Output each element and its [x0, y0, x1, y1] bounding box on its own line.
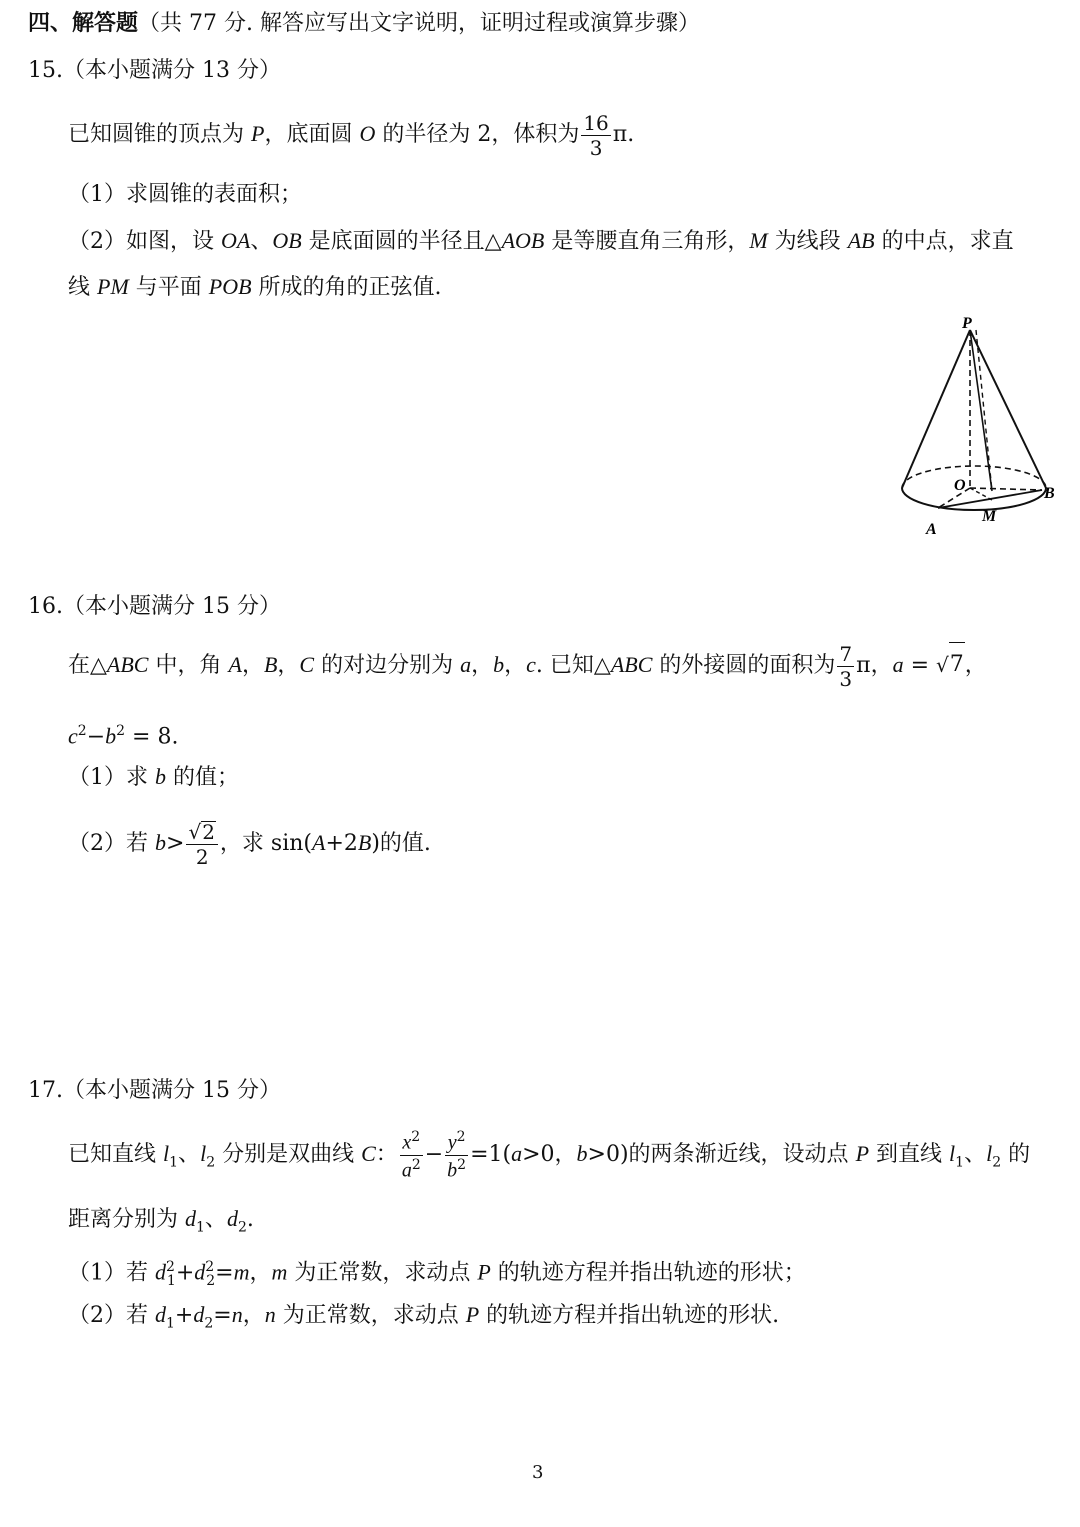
- q16-stem-text: = 8.: [125, 724, 179, 750]
- q16-part2-text: +2: [325, 831, 358, 856]
- q15-stem-text: 的半径为 2，体积为: [375, 122, 580, 147]
- label-P: P: [962, 315, 972, 332]
- fraction-denominator: 3: [589, 135, 603, 160]
- q16-sqrt-7: [936, 642, 965, 687]
- q16-part2: [68, 818, 431, 869]
- q16-var-A: A: [228, 652, 242, 677]
- q15-stem: [68, 112, 634, 158]
- cone-base-back: [902, 466, 1046, 488]
- q17-var-x: x: [402, 1131, 412, 1154]
- label-M: M: [982, 508, 997, 525]
- q17-var-l: l: [986, 1141, 993, 1166]
- segment-PM-dashed: [976, 330, 992, 491]
- q17-part1-text: 为正常数，求动点: [287, 1260, 478, 1286]
- q17-header: 17.（本小题满分 15 分）: [28, 1078, 281, 1103]
- q16-stem-text: =: [903, 653, 936, 678]
- q16-var-c: c: [68, 723, 78, 749]
- fraction-numerator: [186, 821, 217, 842]
- q15-part2-text: （2）如图，设: [68, 229, 221, 254]
- q16-stem-text: . 已知△: [535, 653, 611, 678]
- q17-part2: （2）若 $d_1+d_2=n$，n 为正常数，求动点 P 的轨迹方程并指出轨迹的形状.: [68, 1302, 780, 1332]
- q15-var-OA: OA: [221, 228, 251, 253]
- q15-var-AB: AB: [847, 228, 875, 253]
- q16-stem-text: ，: [471, 653, 494, 678]
- q16-stem-text: π，: [856, 653, 893, 678]
- q17-var-d: d: [193, 1302, 205, 1327]
- segment-OB: [970, 488, 1042, 490]
- q15-volume-fraction: [581, 110, 610, 160]
- q15-part2-text: 、: [250, 229, 273, 254]
- q16-header: 16.（本小题满分 15 分）: [28, 594, 281, 619]
- q15-stem-text: 已知圆锥的顶点为: [68, 122, 251, 147]
- fraction-denominator: $b^2$: [447, 1156, 467, 1182]
- q15-var-AOB: AOB: [501, 228, 545, 253]
- q16-part2-text: )的值.: [371, 831, 431, 856]
- sqrt-2: [188, 821, 215, 842]
- fraction-denominator: 2: [195, 845, 209, 869]
- q16-stem-line1: [68, 642, 987, 689]
- q17-part2-text: =: [213, 1303, 232, 1328]
- section-heading: [28, 8, 700, 39]
- q15-part1: （1）求圆锥的表面积；: [68, 182, 302, 207]
- segment-OM: [970, 488, 992, 500]
- label-B: B: [1044, 485, 1055, 502]
- fraction-bar: [445, 1155, 468, 1156]
- q17-stem-text: 距离分别为: [68, 1207, 185, 1232]
- q17-part1: （1）若 $d^2_1+d^2_2=m$，m 为正常数，求动点 P 的轨迹方程并指出轨迹的形状；: [68, 1259, 806, 1289]
- q16-var-A: A: [312, 830, 326, 855]
- cone-side-left: [902, 330, 970, 488]
- q17-stem-text: =1(: [470, 1142, 512, 1167]
- q17-part1-text: （1）若: [68, 1260, 155, 1286]
- q15-part2-text: 是底面圆的半径且△: [301, 229, 502, 254]
- q17-var-l: l: [163, 1141, 170, 1166]
- q17-stem-text: >0)的两条渐近线，设动点: [587, 1142, 856, 1167]
- q16-part1-text: （1）求: [68, 765, 155, 790]
- q17-stem-text: 分别是双曲线: [215, 1142, 362, 1167]
- q15-stem-text: ，底面圆: [264, 122, 360, 147]
- q16-sqrt2-over-2: [186, 821, 217, 867]
- q17-var-d: d: [226, 1206, 238, 1231]
- q17-stem-line1: 已知直线 $l_1$、$l_2$ 分别是双曲线 C： $\frac{x^2}{a^2}$ − $\frac{y^2}{b^2}$ =1(a>0，b>0)的两条渐近线，设动点 P 到直线 $l_1$、$l_2$ 的: [68, 1128, 1031, 1182]
- radical-sign: √: [936, 653, 949, 677]
- q16-stem-text: ，: [277, 653, 300, 678]
- q17-var-m: m: [271, 1259, 288, 1285]
- q17-var-d: d: [194, 1259, 206, 1285]
- page-number: 3: [532, 1462, 544, 1483]
- q17-var-m: m: [233, 1259, 250, 1285]
- fraction-numerator: $y^2$: [447, 1128, 466, 1154]
- q15-var-POB: POB: [208, 274, 252, 299]
- q17-var-a: a: [511, 1141, 523, 1166]
- q15-part2-line1: [68, 226, 1014, 257]
- q16-part2-text: >: [166, 831, 185, 856]
- q15-part2-line2: [68, 272, 442, 303]
- q17-var-l: l: [949, 1141, 956, 1166]
- q16-var-b: b: [105, 723, 117, 749]
- fraction-bar: [400, 1155, 423, 1156]
- q17-part2-text: 的轨迹方程并指出轨迹的形状.: [479, 1303, 780, 1328]
- q15-var-M: M: [749, 228, 768, 253]
- q15-var-P: P: [251, 121, 265, 146]
- q15-part2-text: 线: [68, 275, 97, 300]
- q17-stem-text: ：: [375, 1142, 398, 1167]
- q16-area-fraction: [837, 641, 854, 691]
- q17-var-d: d: [155, 1259, 166, 1285]
- fraction-numerator: 7: [839, 641, 853, 666]
- q17-var-d: d: [185, 1206, 196, 1231]
- radical-sign: √: [188, 820, 202, 844]
- q16-var-ABC: ABC: [106, 652, 149, 677]
- q16-var-b: b: [155, 830, 166, 855]
- q17-var-C: C: [361, 1141, 376, 1166]
- q17-var-P: P: [465, 1302, 480, 1327]
- fraction-denominator: $a^2$: [401, 1156, 421, 1182]
- q16-var-b: b: [155, 764, 166, 789]
- section-title: 四、解答题: [28, 10, 139, 36]
- q17-var-b: b: [576, 1141, 588, 1166]
- q17-part1-text: 的轨迹方程并指出轨迹的形状；: [490, 1260, 806, 1286]
- q15-part2-text: 的中点，求直: [874, 229, 1014, 254]
- q17-part1-text: =: [215, 1260, 234, 1286]
- q16-part1: [68, 762, 239, 793]
- label-O: O: [954, 477, 966, 494]
- section-subtitle: （共 77 分. 解答应写出文字说明，证明过程或演算步骤）: [138, 11, 700, 36]
- q16-part2-text: （2）若: [68, 831, 155, 856]
- q17-var-y: y: [447, 1131, 457, 1154]
- q17-part2-text: （2）若: [68, 1303, 155, 1328]
- q17-stem-text: 到直线: [869, 1142, 950, 1167]
- q17-stem-line2: 距离分别为 $d_1$、$d_2$.: [68, 1206, 254, 1236]
- q16-part1-text: 的值；: [166, 765, 239, 790]
- q15-var-OB: OB: [272, 228, 302, 253]
- radicand: 7: [949, 642, 965, 687]
- q16-stem-text: 的对边分别为: [314, 653, 461, 678]
- q16-stem-text: ，: [241, 653, 264, 678]
- q15-var-O: O: [359, 121, 376, 146]
- q16-var-C: C: [299, 652, 315, 677]
- q17-var-P: P: [477, 1259, 491, 1285]
- q15-header: 15.（本小题满分 13 分）: [28, 58, 281, 83]
- q16-stem-text: 中，角: [148, 653, 229, 678]
- q15-part2-text: 是等腰直角三角形，: [544, 229, 750, 254]
- q17-var-d: d: [155, 1302, 166, 1327]
- radicand: 2: [202, 820, 215, 844]
- q17-stem-text: >0，: [522, 1142, 577, 1167]
- q16-var-B: B: [263, 652, 278, 677]
- q17-var-n: n: [264, 1302, 276, 1327]
- fraction-denominator: 3: [839, 666, 853, 691]
- q16-var-b: b: [493, 652, 505, 677]
- cone-base-front: [902, 488, 1046, 510]
- q16-var-B: B: [357, 830, 372, 855]
- q15-var-PM: PM: [97, 274, 129, 299]
- q17-y2-over-b2: [445, 1130, 468, 1180]
- q17-var-P: P: [855, 1141, 870, 1166]
- q16-stem-text: ，: [504, 653, 527, 678]
- q17-var-b: b: [447, 1159, 458, 1182]
- q17-var-n: n: [231, 1302, 243, 1327]
- q17-stem-text: 已知直线: [68, 1142, 163, 1167]
- q17-x2-over-a2: [400, 1130, 423, 1180]
- q16-var-a: a: [460, 652, 472, 677]
- q16-var-ABC: ABC: [610, 652, 653, 677]
- label-A: A: [926, 521, 937, 538]
- q17-part2-text: 为正常数，求动点: [275, 1303, 466, 1328]
- q16-var-a: a: [892, 652, 904, 677]
- q16-stem-text: 的外接圆的面积为: [652, 653, 836, 678]
- fraction-numerator: $x^2$: [402, 1128, 421, 1154]
- q17-stem-text: 的: [1001, 1142, 1031, 1167]
- q15-part2-text: 为线段: [767, 229, 848, 254]
- q16-stem-text: ，: [964, 653, 987, 678]
- q15-part2-text: 与平面: [128, 275, 209, 300]
- q16-equation: $c^2-b^2 = 8$.: [68, 723, 179, 750]
- fraction-numerator: 16: [583, 110, 609, 135]
- q17-var-l: l: [200, 1141, 207, 1166]
- q17-var-a: a: [401, 1159, 412, 1182]
- q16-part2-text: ，求 sin(: [219, 831, 312, 856]
- q15-stem-text: π.: [612, 122, 635, 147]
- q15-part2-text: 所成的角的正弦值.: [251, 275, 442, 300]
- q17-stem-text: .: [246, 1207, 254, 1232]
- q16-var-c: c: [526, 652, 536, 677]
- q16-stem-text: 在△: [68, 653, 107, 678]
- cone-figure: [880, 308, 1070, 548]
